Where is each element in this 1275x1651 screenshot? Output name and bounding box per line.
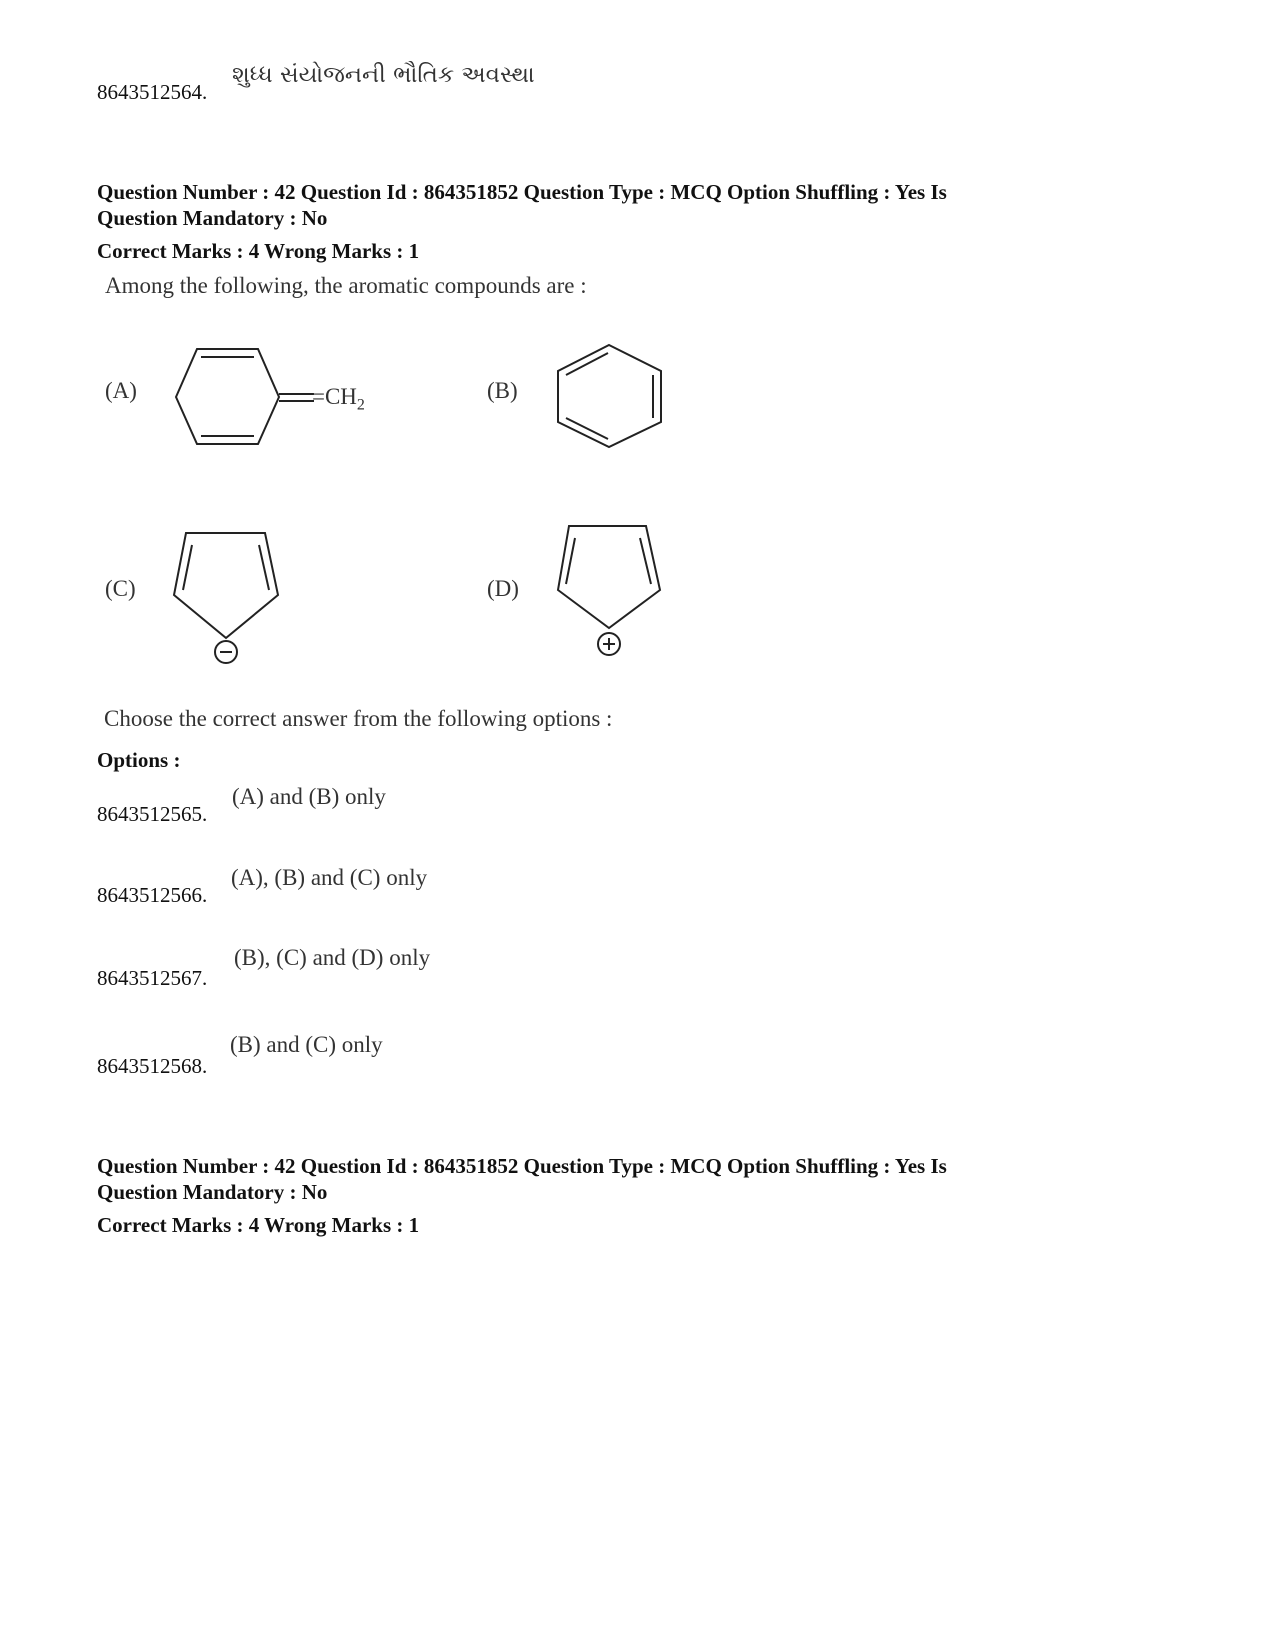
- option-text: (B) and (C) only: [230, 1032, 383, 1057]
- prev-option-text: શુધ્ધ સંયોજનની ભૌતિક અવસ્થા: [232, 62, 535, 88]
- options-label: Options :: [97, 748, 181, 772]
- option-text: (A) and (B) only: [232, 784, 386, 809]
- structure-label-c: (C): [105, 576, 136, 601]
- option-id: 8643512567.: [97, 966, 208, 990]
- structure-label-a: (A): [105, 378, 137, 403]
- chemical-structures: [0, 0, 1275, 700]
- structure-a-substituent: [314, 384, 365, 415]
- prev-option-id: 8643512564.: [97, 80, 208, 104]
- structure-a-methylenecyclohexadiene: [176, 349, 314, 444]
- question-header: Question Number : 42 Question Id : 864351852 Question Type : MCQ Option Shuffling : Yes Is: [97, 180, 947, 204]
- option-id: 8643512565.: [97, 802, 208, 826]
- next-question-mandatory: Question Mandatory : No: [97, 1180, 328, 1204]
- option-text: (B), (C) and (D) only: [234, 945, 431, 970]
- next-question-marks: Correct Marks : 4 Wrong Marks : 1: [97, 1213, 420, 1237]
- ch-text: =CH: [312, 384, 357, 409]
- structure-label-d: (D): [487, 576, 519, 601]
- question-mandatory: Question Mandatory : No: [97, 206, 328, 230]
- structure-d-cyclopentadienyl-cation: [558, 526, 660, 655]
- structure-b-benzene: [558, 345, 661, 447]
- question-marks: Correct Marks : 4 Wrong Marks : 1: [97, 239, 420, 263]
- subscript-2: 2: [356, 396, 365, 414]
- structure-c-cyclopentadienyl-anion: [174, 533, 278, 663]
- option-id: 8643512568.: [97, 1054, 208, 1078]
- option-text: (A), (B) and (C) only: [231, 865, 428, 890]
- option-id: 8643512566.: [97, 883, 208, 907]
- structure-label-b: (B): [487, 378, 518, 403]
- instruction: Choose the correct answer from the following options :: [104, 706, 613, 731]
- next-question-header: Question Number : 42 Question Id : 864351852 Question Type : MCQ Option Shuffling : Yes Is: [97, 1154, 947, 1178]
- question-stem: Among the following, the aromatic compounds are :: [105, 273, 587, 298]
